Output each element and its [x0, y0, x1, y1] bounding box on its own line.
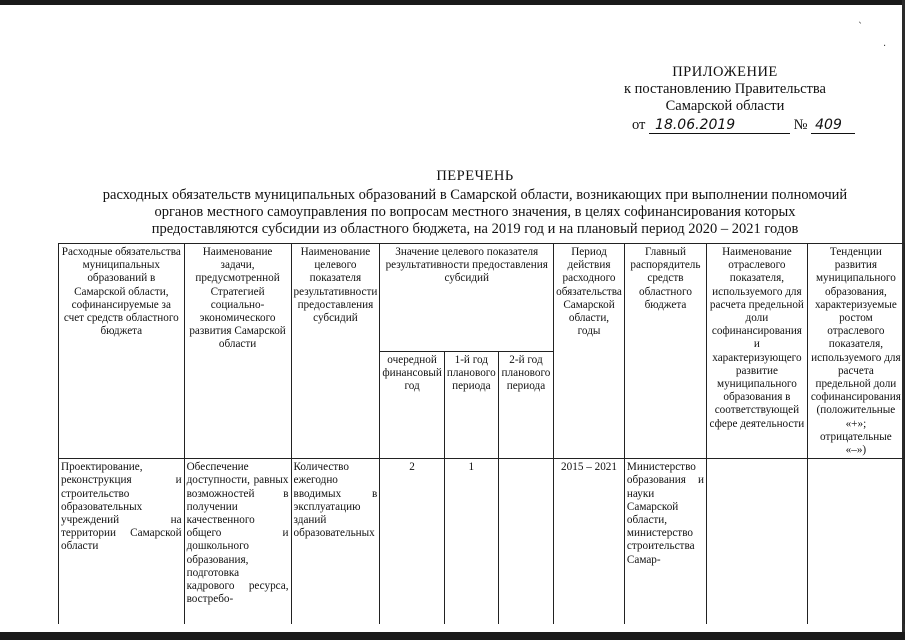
- resolution-signature-line: [632, 117, 855, 134]
- header-period: Период действия расходного обязательства Самарской области, годы: [554, 244, 625, 459]
- handwritten-date: 18.06.2019: [649, 117, 790, 134]
- cell-obligation: Проектирование, реконструкция и строительство образовательных учреждений на территории Самарской области: [59, 459, 185, 625]
- header-indicator-values: Значение целевого показателя результативности предоставления субсидий: [380, 244, 554, 352]
- cell-value-current: 2: [380, 459, 445, 625]
- subheader-plan-year-1: 1-й год планового периода: [444, 351, 498, 459]
- cell-period: 2015 – 2021: [554, 459, 625, 625]
- header-task: Наименование задачи, предусмотренной Стратегией социально-экономического развития Самарской области: [184, 244, 291, 459]
- header-indicator: Наименование целевого показателя результативности предоставления субсидий: [291, 244, 380, 459]
- header-industry-indicator: Наименование отраслевого показателя, используемого для расчета предельной доли софинансирования и характеризующего развитие муниципального образования в соответствующей сфере деятельности: [707, 244, 808, 459]
- handwritten-number: 409: [811, 117, 855, 134]
- number-prefix: №: [793, 117, 808, 133]
- cell-value-plan1: 1: [444, 459, 498, 625]
- header-distributor: Главный распорядитель средств областного бюджета: [624, 244, 706, 459]
- appendix-block: [600, 64, 850, 115]
- cell-indicator: Количество ежегодно вводимых в эксплуатацию зданий образовательных: [291, 459, 380, 625]
- obligations-table: [58, 243, 905, 624]
- header-obligation: Расходные обязательства муниципальных образований в Самарской области, софинансируемые за счет средств областного бюджета: [59, 244, 185, 459]
- scan-speck: ·: [883, 41, 887, 52]
- heading-text: расходных обязательств муниципальных образований в Самарской области, возникающих при выполнении полномочий органов местного самоуправления по вопросам местного значения, в целях софинансирования которых предоставляются субсидии из областного бюджета, на 2019 год и на плановый период 2020 – 2021 годов: [102, 187, 848, 237]
- header-trend: Тенденции развития муниципального образования, характеризуемые ростом отраслевого показателя, используемого для расчета предельной доли софинансирования (положительные «+»; отрицательные «–»): [807, 244, 904, 459]
- cell-task: Обеспечение доступности, равных возможностей в получении качественного общего и дошкольного образования, подготовка кадрового ресурса, востребо-: [184, 459, 291, 625]
- appendix-line-1: к постановлению Правительства: [624, 81, 826, 97]
- appendix-title: ПРИЛОЖЕНИЕ: [672, 64, 778, 80]
- table-row: [59, 459, 905, 625]
- cell-industry-indicator: [707, 459, 808, 625]
- heading-title: ПЕРЕЧЕНЬ: [436, 168, 514, 184]
- scan-speck: ˎ: [858, 13, 863, 24]
- table-header-row: [59, 244, 905, 352]
- cell-value-plan2: [498, 459, 553, 625]
- subheader-current-year: очередной финансовый год: [380, 351, 445, 459]
- cell-distributor: Министерство образования и науки Самарской области, министерство строительства Самар-: [624, 459, 706, 625]
- scan-top-edge: [0, 0, 905, 5]
- date-prefix: от: [632, 117, 646, 133]
- appendix-line-2: Самарской области: [665, 98, 785, 114]
- subheader-plan-year-2: 2-й год планового периода: [498, 351, 553, 459]
- scan-bottom-edge: [0, 632, 905, 640]
- cell-trend: [807, 459, 904, 625]
- document-heading: [100, 168, 850, 238]
